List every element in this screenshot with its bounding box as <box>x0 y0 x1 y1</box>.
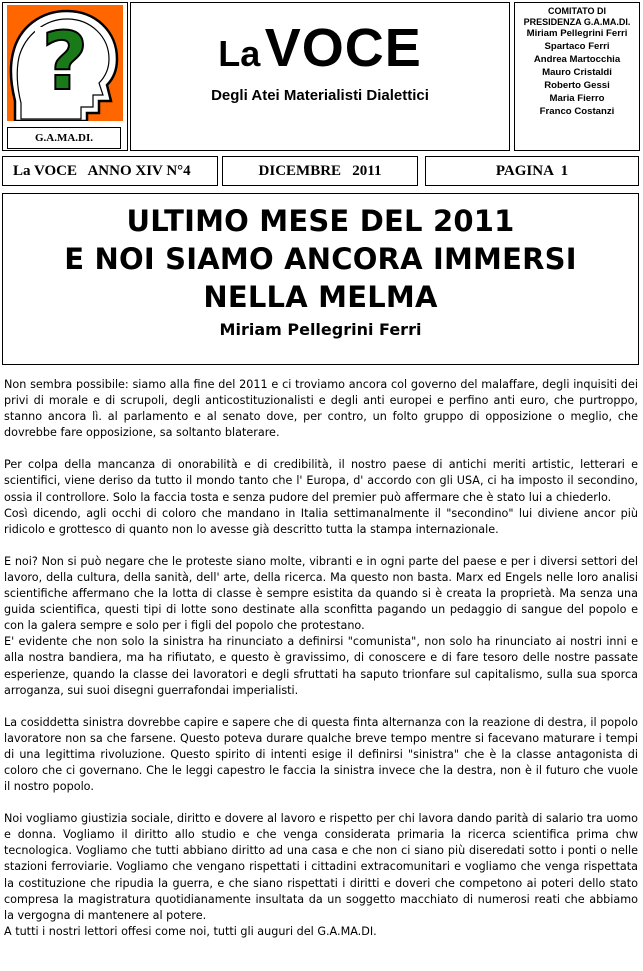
headline-line-2: E NOI SIAMO ANCORA IMMERSI <box>64 242 577 276</box>
article-body <box>4 377 638 940</box>
article-paragraph: Così dicendo, agli occhi di coloro che mandano in Italia settimanalmente il "secondino" lui diviene ancor più ridicolo e grottesco di quanto non lo avesse già descritto tutta la stampa internazionale. <box>4 506 638 536</box>
article-paragraph: Non sembra possibile: siamo alla fine del 2011 e ci troviamo ancora col governo del malaffare, degli inquisiti dei privi di morale e di scrupoli, degli anticostituzionalisti e degli anti europei e perfino anti euro, che purtroppo, stanno ancora lì. al parlamento e al senato dove, per contro, un folto gruppo di opposizione o meglio, che dovrebbe fare opposizione, sa soltanto blaterare. <box>4 378 638 440</box>
headline-box <box>2 193 639 365</box>
article-paragraph: E noi? Non si può negare che le proteste siano molte, vibranti e in ogni parte del paese e per i diversi settori del lavoro, della cultura, della sanità, dell' arte, della ricerca. Ma questo non basta. Marx ed Engels nelle loro analisi scientifiche affermano che la lotta di classe è sempre esistita da quando si è creata la proprietà. Ma senza una guida scientifica, questi tipi di lotte sono destinate alla sconfitta pagando un pedaggio di sangue del popolo e con la galera sempre e solo per i figli del popolo che protestano. <box>4 554 638 633</box>
issue-number: La VOCE ANNO XIV N°4 <box>2 156 218 186</box>
committee-member: Andrea Martocchia <box>533 54 621 65</box>
committee-heading-1: COMITATO DI <box>548 6 606 16</box>
issue-date: DICEMBRE 2011 <box>222 156 418 186</box>
logo-image <box>7 5 123 121</box>
logo-box <box>2 2 128 151</box>
article-paragraph: E' evidente che non solo la sinistra ha rinunciato a definirsi "comunista", non solo ha rinunciato ai nostri inni e alla nostra bandiera, ma ha rifiutato, e questo è gravissimo, di conoscere e di fare tesoro delle nostre passate esperienze, quando la classe dei lavoratori e degli sfruttati ha saputo trionfare sul capitalismo, sulla sua sporca arroganza, sui suoi disegni guerrafondai imperialisti. <box>4 635 638 697</box>
article-paragraph: Noi vogliamo giustizia sociale, diritto e dovere al lavoro e rispetto per chi lavora dando parità di salario tra uomo e donna. Vogliamo il diritto allo studio e che venga considerata primaria la ricerca scientifica prima chw tecnologica. Vogliamo che tutti abbiano diritto ad una casa e che non ci siano più diseredati sotto i ponti o nelle stazioni ferroviarie. Vogliamo che vengano rispettati i cittadini extracomunitari e vogliamo che venga rispettata la costituzione che ripudia la guerra, e che siano rispettati i diritti e doveri che competono ai poteri dello stato compresa la magistratura quotidianamente insultata da un soggetto macchiato di numerosi reati che abbiamo la vergogna di mantenere al potere. <box>4 812 638 922</box>
article-paragraph: La cosiddetta sinistra dovrebbe capire e sapere che di questa finta alternanza con la reazione di destra, il popolo lavoratore non sa che farsene. Questo poteva durare qualche breve tempo mentre si facevano maturare i tempi di una legittima rivoluzione. Questo spirito di intenti esige il definirsi "sinistra" che è la classe antagonista di coloro che ci governano. Che le leggi capestro le faccia la sinistra invece che la destra, non è il futuro che vuole il nostro popolo. <box>4 715 638 794</box>
logo-label: G.A.MA.DI. <box>7 127 121 149</box>
masthead <box>130 2 510 151</box>
headline <box>3 202 638 316</box>
article-paragraph: A tutti i nostri lettori offesi come noi, tutti gli auguri del G.A.MA.DI. <box>4 924 377 938</box>
question-mark-icon: ? <box>41 15 89 108</box>
committee-heading-2: PRESIDENZA G.A.MA.DI. <box>523 16 631 27</box>
article-paragraph: Per colpa della mancanza di onorabilità e di credibilità, il nostro paese di antichi meriti artistic, letterari e scientifici, viene deriso da tutto il mondo tanto che l' Europa, d' accordo con gli USA, ci ha imposto il secondino, ossia il controllore. Solo la faccia tosta e senza pudore del premier può affermare che è stato lui a chiederlo. <box>4 458 638 504</box>
newspaper-subtitle: Degli Atei Materialisti Dialettici <box>211 87 429 104</box>
committee-member: Mauro Cristaldi <box>542 67 612 78</box>
committee-member: Roberto Gessi <box>544 80 610 91</box>
author-byline: Miriam Pellegrini Ferri <box>219 320 422 339</box>
headline-line-3: NELLA MELMA <box>203 280 438 314</box>
committee-member: Maria Fierro <box>549 93 605 104</box>
committee-member: Miriam Pellegrini Ferri <box>526 28 628 39</box>
committee-member: Franco Costanzi <box>539 106 615 117</box>
committee-box <box>514 2 640 151</box>
headline-line-1: ULTIMO MESE DEL 2011 <box>126 204 515 238</box>
title-voce: VOCE <box>264 18 422 78</box>
page-number: PAGINA 1 <box>425 156 639 186</box>
title-la: La <box>218 33 261 74</box>
newspaper-title <box>131 17 509 79</box>
committee-member: Spartaco Ferri <box>544 41 610 52</box>
